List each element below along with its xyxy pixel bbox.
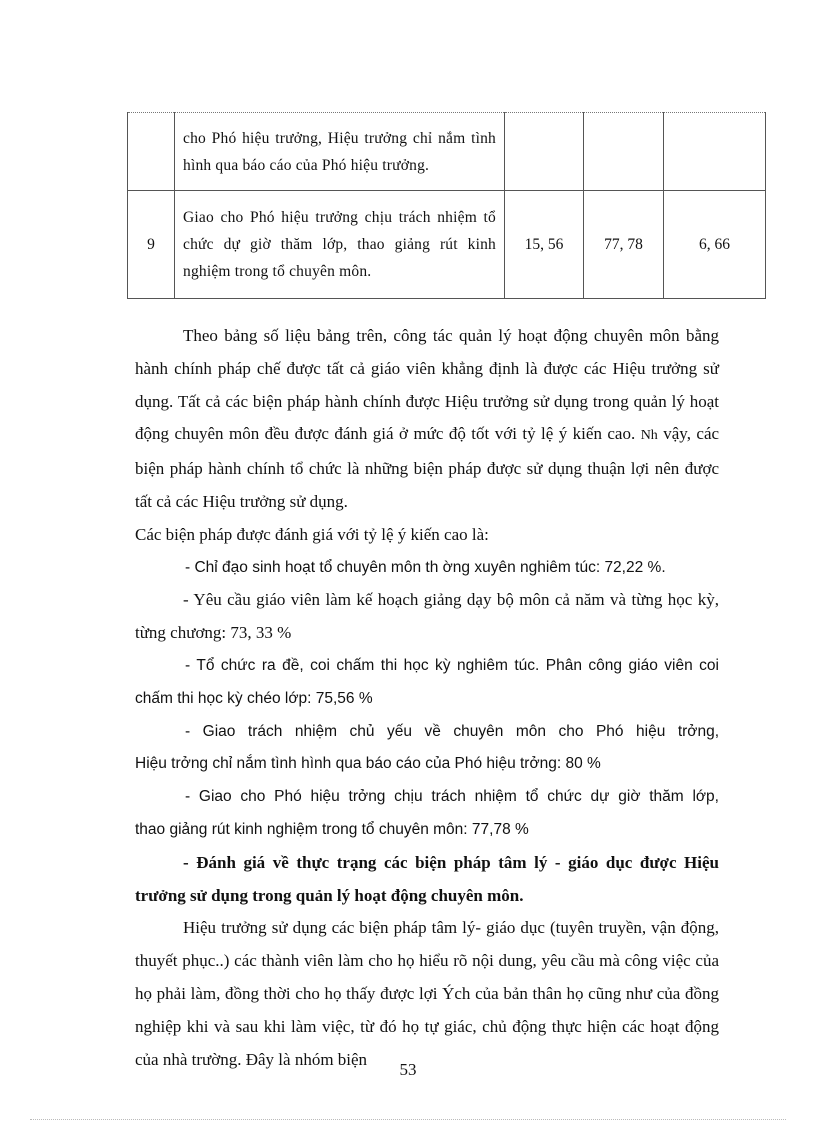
value-cell-2: 77, 78: [584, 191, 664, 299]
value-cell-3: 6, 66: [664, 191, 766, 299]
value-cell-3: [664, 113, 766, 191]
table-row: [128, 191, 766, 299]
evaluation-table: [127, 112, 766, 299]
bullet-item-line: Hiệu trởng chỉ nắm tình hình qua báo cáo của Phó hiệu trởng: 80 %: [135, 755, 601, 773]
section-heading: - Đánh giá về thực trạng các biện pháp tâm lý - giáo dục được Hiệu trưởng sử dụng trong quản lý hoạt động chuyên môn.: [135, 852, 719, 905]
bullet-item-line: - Giao trách nhiệm chủ yếu về chuyên môn cho Phó hiệu trởng,: [185, 722, 719, 740]
table-row: [128, 113, 766, 191]
bullet-item-line: thao giảng rút kinh nghiệm trong tổ chuyên môn: 77,78 %: [135, 820, 529, 838]
bullet-item: - Tổ chức ra đề, coi chấm thi học kỳ nghiêm túc. Phân công giáo viên coi chấm thi học kỳ chéo lớp: 75,56 %: [135, 656, 719, 707]
bullet-item: - Chỉ đạo sinh hoạt tổ chuyên môn th ờng xuyên nghiêm túc: 72,22 %.: [185, 558, 666, 576]
page-number: 53: [399, 1060, 417, 1079]
paragraph-analysis: Theo bảng số liệu bảng trên, công tác quản lý hoạt động chuyên môn bằng hành chính pháp chế được tất cả giáo viên khẳng định là được các Hiệu trưởng sử dụng. Tất cả các biện pháp hành chính được Hiệu trưởng sử dụng trong quản lý hoạt động chuyên môn đều được đánh giá ở mức độ tốt với tỷ lệ ý kiến cao. Nh vậy, các biện pháp hành chính tổ chức là những biện pháp được sử dụng thuận lợi nên được tất cả các Hiệu trưởng sử dụng.: [135, 326, 720, 511]
value-cell-1: [505, 113, 584, 191]
paragraph-intro: Các biện pháp được đánh giá với tỷ lệ ý kiến cao là:: [135, 524, 489, 544]
row-content: cho Phó hiệu trưởng, Hiệu trưởng chỉ nắm tình hình qua báo cáo của Phó hiệu trưởng.: [175, 113, 505, 191]
value-cell-2: [584, 113, 664, 191]
truncated-word: Nh: [640, 428, 658, 444]
bullet-item-line: - Giao cho Phó hiệu trởng chịu trách nhiệm tổ chức dự giờ thăm lớp,: [185, 788, 719, 806]
bullet-item: - Yêu cầu giáo viên làm kế hoạch giảng dạy bộ môn cả năm và từng học kỳ, từng chương: 73, 33 %: [135, 590, 719, 643]
row-number: [128, 113, 175, 191]
paragraph-measures: Hiệu trưởng sử dụng các biện pháp tâm lý- giáo dục (tuyên truyền, vận động, thuyết phục..) các thành viên làm cho họ hiểu rõ nội dung, yêu cầu mà công việc của họ phải làm, đồng thời cho họ thấy được lợi Ých của bản thân họ cũng như của đồng nghiệp khi và sau khi làm việc, từ đó họ tự giác, chủ động thực hiện các hoạt động của nhà trường. Đây là nhóm biện: [135, 918, 719, 1069]
row-number: 9: [128, 191, 175, 299]
bottom-divider: [30, 1119, 786, 1120]
value-cell-1: 15, 56: [505, 191, 584, 299]
body-text: [135, 320, 719, 1076]
row-content: Giao cho Phó hiệu trưởng chịu trách nhiệm tổ chức dự giờ thăm lớp, thao giảng rút kinh nghiệm trong tổ chuyên môn.: [175, 191, 505, 299]
